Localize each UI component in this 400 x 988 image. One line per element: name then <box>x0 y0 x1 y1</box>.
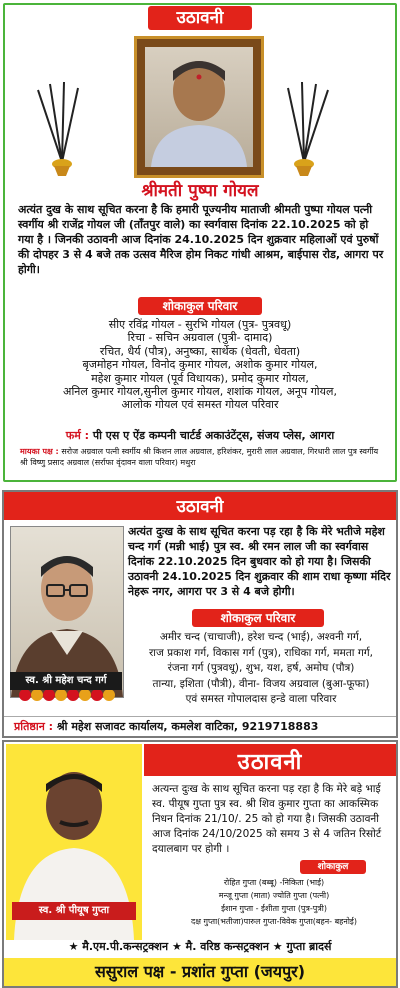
family-line: ईशान गुप्ता - ईशीता गुप्ता (पुत्र-पुत्री) <box>221 904 327 913</box>
firm-line <box>20 428 380 443</box>
in-laws-line: ससुराल पक्ष - प्रशांत गुप्ता (जयपुर) <box>4 958 396 986</box>
flower-garland-icon <box>18 688 116 702</box>
ad1-title: उठावनी <box>148 6 252 30</box>
family-line: रंजना गर्ग (पुत्रवधू), शुभ, यश, हर्ष, अमोघ (पौत्र) <box>167 662 355 674</box>
family-list <box>128 630 394 708</box>
family-line: मन्जू गुप्ता (माता) ज्योति गुप्ता (पत्नी) <box>218 891 330 900</box>
family-line: महेश कुमार गोयल (पूर्व विधायक), प्रमोद कुमार गोयल, <box>91 371 309 385</box>
family-line: रोहित गुप्ता (बब्बू) -निकिता (भाई) <box>223 878 325 887</box>
family-list <box>20 318 380 412</box>
family-line: सीए रविंद्र गोयल - सुरभि गोयल (पुत्र- पुत्रवधू) <box>108 318 292 331</box>
family-list <box>164 876 384 928</box>
firm-text: पी एस ए ऐंड कम्पनी चार्टर्ड अकाउंटेंट्स, संजय प्लेस, आगरा <box>92 429 335 442</box>
family-line: तान्या, इशिता (पौत्री), वीना- विजय अग्रवाल (बुआ-फूफा) <box>152 677 370 690</box>
family-section-title: शोकाकुल परिवार <box>138 297 262 315</box>
maika-text: सरोज अग्रवाल पत्नी स्वर्गीय श्री किशन लाल अग्रवाल, हरिशंकर, मुरारी लाल अग्रवाल, गिरधारी लाल पुत्र स्वर्गीय श्री विष्णु प्रसाद अग्रवाल (सर्राफा वृंदावन वाला परिवार) मथुरा <box>20 447 379 467</box>
family-line: अनिल कुमार गोयल,सुनील कुमार गोयल, शशांक गोयल, अनूप गोयल, <box>63 385 337 399</box>
announcement-text: अत्यंत दुख के साथ सूचित करना है कि हमारी पूज्यनीय माताजी श्रीमती पुष्पा गोयल पत्नी स्वर्गीय श्री राजेंद्र गोयल जी (ताँतपुर वाले) का स्वर्गवास दिनांक 22.10.2025 को हो गया है । जिनकी उठावनी आज दिनांक 24.10.2025 दिन शुक्रवार महिलाओं एवं पुरुषों की दोपहर 3 से 4 बजे तक उत्सव मैरिज होम निकट गांधी आश्रम, बाईपास रोड, आगरा पर होगी। <box>18 203 384 276</box>
portrait-photo <box>145 47 253 167</box>
family-line: अमीर चन्द (चाचाजी), हरेश चन्द (भाई), अश्वनी गर्ग, <box>159 631 363 643</box>
photo-caption: स्व. श्री पीयूष गुप्ता <box>12 902 136 920</box>
establishment-text: श्री महेश सजावट कार्यालय, कमलेश वाटिका, 9219718883 <box>56 720 319 733</box>
photo-caption: स्व. श्री महेश चन्द गर्ग <box>10 672 122 690</box>
family-line: राज प्रकाश गर्ग, विकास गर्ग (पुत्र), राधिका गर्ग, ममता गर्ग, <box>148 646 373 659</box>
announcement-text: अत्यन्त दुःख के साथ सूचित करना पड़ रहा है कि मेरे बड़े भाई स्व. पीयूष गुप्ता पुत्र स्व. श्री शिव कुमार गुप्ता का आकस्मिक निधन दिनांक 21/10/. 25 को हो गया है। जिसकी उठावनी आज दिनांक 24/10/2025 को समय 3 से 4 जतिन रिसोर्ट दयालबाग पर होगी । <box>152 783 382 855</box>
obituary-ad-mahesh-garg <box>2 490 398 738</box>
portrait-frame <box>134 36 264 178</box>
portrait-figure-icon <box>145 47 253 167</box>
announcement-text: अत्यंत दुःख के साथ सूचित करना पड़ रहा है कि मेरे भतीजे महेश चन्द गर्ग (मन्नी भाई) पुत्र स्व. श्री रमन लाल जी का स्वर्गवास दिनांक 22.10.2025 दिन बुधवार को हो गया है। जिसकी उठावनी 24.10.2025 दिन शुक्रवार की शाम राधा कृष्णा मंदिर नेहरू नगर, आगरा पर 3 से 4 बजे होगी। <box>128 525 391 598</box>
ad2-title: उठावनी <box>176 497 224 517</box>
firm-label: फर्म : <box>65 429 90 442</box>
obituary-ad-piyush-gupta <box>2 740 398 988</box>
family-line: रिचा - सचिन अग्रवाल (पुत्री- दामाद) <box>127 331 273 345</box>
sponsors-line: ★ मै.एम.पी.कन्सट्रक्शन ★ मै. वरिष्ठ कन्सट्रक्शन ★ गुप्ता ब्रादर्स <box>68 940 332 953</box>
maika-label: मायका पक्ष : <box>20 447 59 456</box>
family-section-title: शोकाकुल <box>300 860 366 874</box>
family-line: बृजमोहन गोयल, विनोद कुमार गोयल, अशोक कुमार गोयल, <box>82 358 318 372</box>
family-line: एवं समस्त गोपालदास हन्डे वाला परिवार <box>185 693 337 705</box>
family-section-title: शोकाकुल परिवार <box>192 609 324 627</box>
ad3-title: उठावनी <box>237 750 303 775</box>
establishment-label: प्रतिष्ठान : <box>14 720 54 733</box>
maika-line <box>20 446 380 468</box>
family-line: दक्ष गुप्ता(भतीजा)पारुल गुप्ता-विवेक गुप्ता(बहन- बहनोई) <box>191 917 357 926</box>
obituary-ad-pushpa-goyal <box>0 0 400 485</box>
family-line: आलोक गोयल एवं समस्त गोयल परिवार <box>121 398 279 412</box>
deceased-name: श्रीमती पुष्पा गोयल <box>141 181 259 201</box>
family-line: रचित, धैर्य (पौत्र), अनुष्का, सार्थेक (धेवती, धेवता) <box>99 344 301 358</box>
establishment-line <box>4 716 396 736</box>
